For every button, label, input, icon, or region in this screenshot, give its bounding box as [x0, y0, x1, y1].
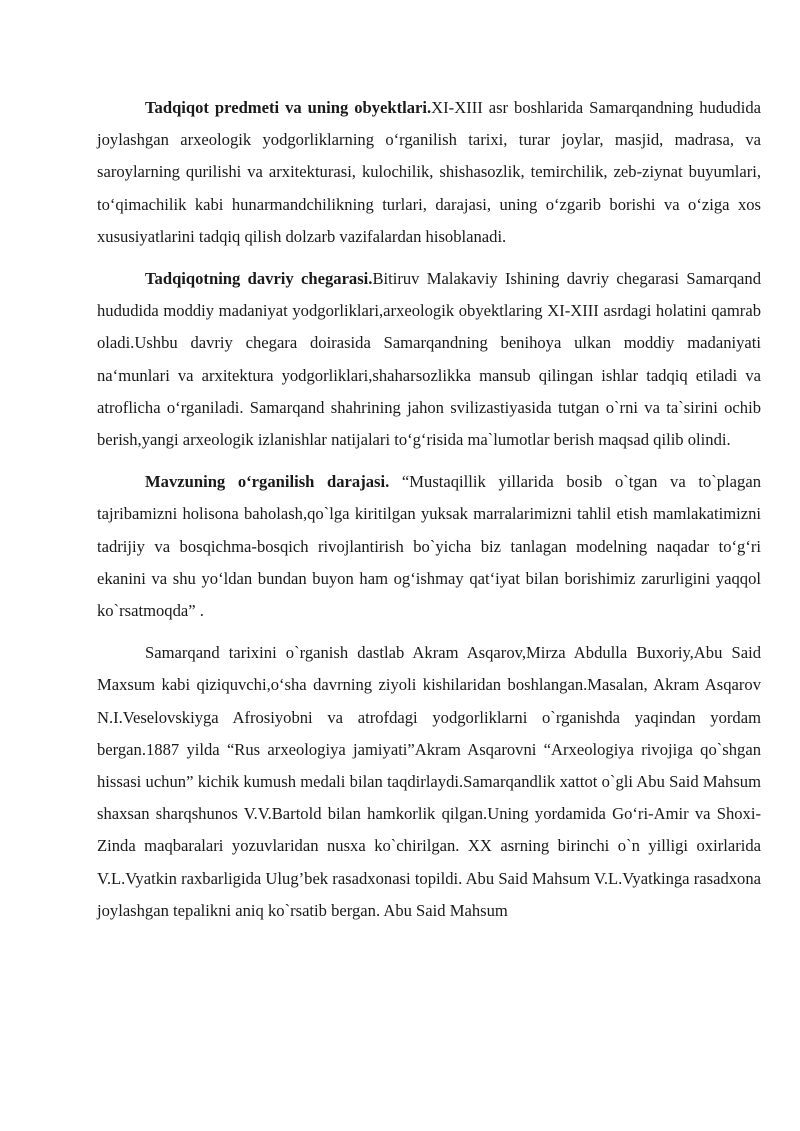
paragraph-chronological-scope	[97, 263, 761, 456]
paragraph-text: Bitiruv Malakaviy Ishining davriy chegarasi Samarqand hududida moddiy madaniyat yodgorliklari,arxeologik obyektlaring XI-XIII asrdagi holatini qamrab oladi.Ushbu davriy chegara doirasida Samarqandning benihoya ulkan moddiy madaniyati na‘munlari va arxitektura yodgorliklari,shaharsozlikka mansub qilingan ishlar tadqiq etiladi va atroflicha o‘rganiladi. Samarqand shahrining jahon svilizastiyasida tutgan o`rni va ta`sirini ochib berish,yangi arxeologik izlanishlar natijalari to‘g‘risida ma`lumotlar berish maqsad qilib olindi.	[97, 269, 761, 450]
paragraph-research-subject	[97, 92, 761, 253]
paragraph-heading: Tadqiqot predmeti va uning obyektlari.	[145, 98, 432, 117]
document-body	[97, 92, 761, 927]
paragraph-samarkand-history	[97, 637, 761, 927]
paragraph-text: XI-XIII asr boshlarida Samarqandning hududida joylashgan arxeologik yodgorliklarning o‘rganilish tarixi, turar joylar, masjid, madrasa, va saroylarning qurilishi va arxitekturasi, kulochilik, shishasozlik, temirchilik, zeb-ziynat buyumlari, to‘qimachilik kabi hunarmandchilikning turlari, darajasi, uning o‘zgarib borishi va o‘ziga xos xususiyatlarini tadqiq qilish dolzarb vazifalardan hisoblanadi.	[97, 98, 761, 246]
paragraph-heading: Tadqiqotning davriy chegarasi.	[145, 269, 373, 289]
paragraph-study-level	[97, 466, 761, 627]
paragraph-text: Samarqand tarixini o`rganish dastlab Akram Asqarov,Mirza Abdulla Buxoriy,Abu Said Maxsum kabi qiziquvchi,o‘sha davrning ziyoli kishilaridan boshlangan.Masalan, Akram Asqarov N.I.Veselovskiyga Afrosiyobni va atrofdagi yodgorliklarni o`rganishda yaqindan yordam bergan.1887 yilda “Rus arxeologiya jamiyati”Akram Asqarovni “Arxeologiya rivojiga qo`shgan hissasi uchun” kichik kumush medali bilan taqdirlaydi.Samarqandlik xattot o`gli Abu Said Mahsum shaxsan sharqshunos V.V.Bartold bilan hamkorlik qilgan.Uning yordamida Go‘ri-Amir va Shoxi-Zinda maqbaralari yozuvlaridan nusxa ko`chirilgan. XX asrning birinchi o`n yilligi oxirlarida V.L.Vyatkin raxbarligida Ulug’bek rasadxonasi topildi. Abu Said Mahsum V.L.Vyatkinga rasadxona joylashgan tepalikni aniq ko`rsatib bergan. Abu Said Mahsum	[97, 643, 761, 920]
paragraph-heading: Mavzuning o‘rganilish darajasi.	[145, 472, 390, 492]
paragraph-text: “Mustaqillik yillarida bosib o`tgan va to`plagan tajribamizni holisona baholash,qo`lga kiritilgan yuksak marralarimizni tahlil etish mamlakatimizni tadrijiy va bosqichma-bosqich rivojlantirish bo`yicha biz tanlagan modelning naqadar to‘g‘ri ekanini va shu yo‘ldan bundan buyon ham og‘ishmay qat‘iyat bilan borishimiz zarurligini yaqqol ko`rsatmoqda” .	[97, 472, 761, 621]
